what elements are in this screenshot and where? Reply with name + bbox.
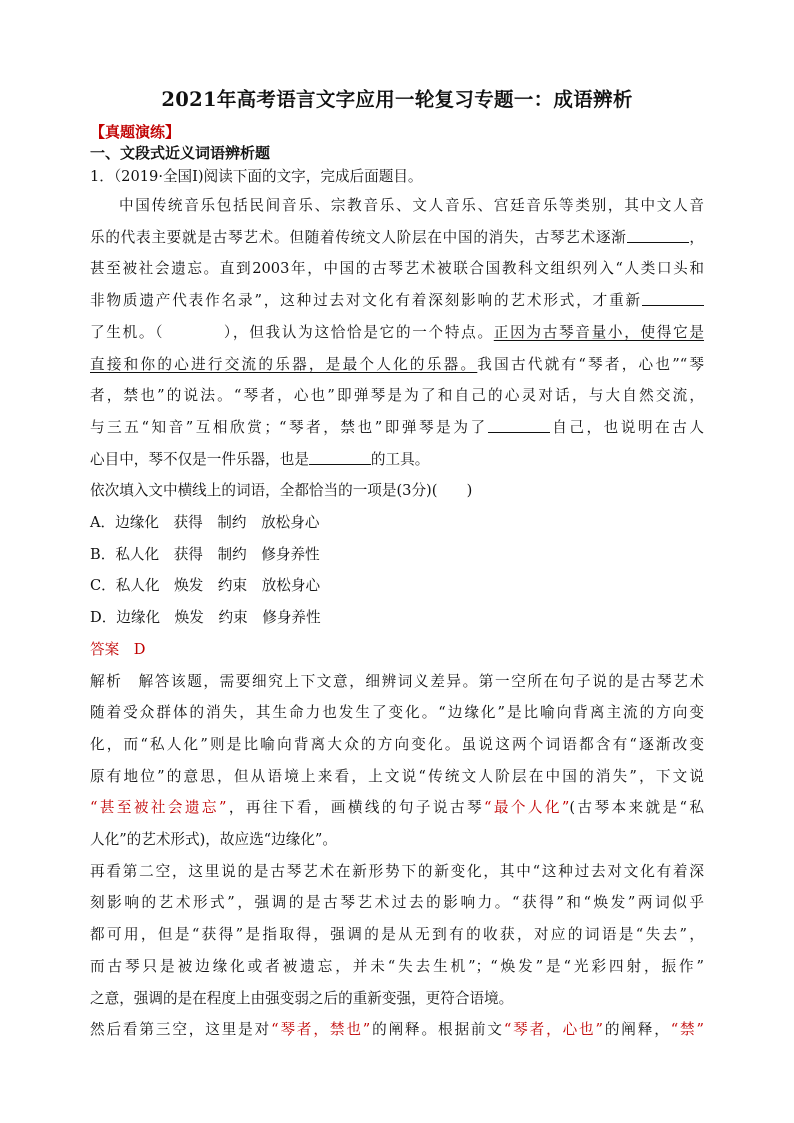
question-header: 1．（2019·全国Ⅰ)阅读下面的文字，完成后面题目。	[90, 168, 423, 185]
passage-line: 者，禁也”的说法。“琴者，心也”即弹琴是为了和自己的心灵对话，与大自然交流，	[90, 387, 704, 405]
passage-line: 非物质遗产代表作名录”，这种过去对文化有着深刻影响的艺术形式，才重新	[90, 285, 704, 317]
analysis-line: 原有地位”的意思，但从语境上来看，上文说“传统文人阶层在中国的消失”，下文说	[90, 767, 704, 785]
blank-2	[642, 290, 704, 306]
option-a: A．边缘化 获得 制约 放松身心	[90, 514, 320, 532]
analysis-line: 解析 解答该题，需要细究上下文意，细辨词义差异。第一空所在句子说的是古琴艺术	[90, 672, 704, 690]
section-heading: 一、文段式近义词语辨析题	[90, 144, 271, 162]
analysis-line: “甚至被社会遗忘”，再往下看，画横线的句子说古琴“最个人化”(古琴本来就是“私	[90, 799, 704, 817]
analysis-line: 之意，强调的是在程度上由强变弱之后的重新变强，更符合语境。	[90, 989, 514, 1007]
question-prompt: 依次填入文中横线上的词语，全都恰当的一项是(3分)( )	[90, 482, 473, 500]
document-page	[90, 84, 704, 1046]
analysis-line: 随着受众群体的消失，其生命力也发生了变化。“边缘化”是比喻向背离主流的方向变	[90, 704, 704, 722]
passage-line: 与三五“知音”互相欣赏；“琴者，禁也”即弹琴是为了 自己，也说明在古人	[90, 418, 704, 436]
analysis-line: 再看第二空，这里说的是古琴艺术在新形势下的新变化，其中“这种过去对文化有着深	[90, 862, 704, 880]
passage-line: 甚至被社会遗忘。直到2003年，中国的古琴艺术被联合国教科文组织列入“人类口头和	[90, 260, 704, 278]
analysis-line: 化，而“私人化”则是比喻向背离大众的方向变化。虽说这两个词语都含有“逐渐改变	[90, 735, 704, 753]
passage-line: 乐的代表主要就是古琴艺术。但随着传统文人阶层在中国的消失，古琴艺术逐渐 ，	[90, 228, 704, 246]
option-d: D．边缘化 焕发 约束 修身养性	[90, 609, 321, 627]
page-title: 2021年高考语言文字应用一轮复习专题一：成语辨析	[161, 88, 633, 111]
answer-line: 答案 D	[90, 640, 146, 658]
analysis-line: 都可用，但是“获得”是指取得，强调的是从无到有的收获，对应的词语是“失去”，	[90, 926, 704, 944]
analysis-line: 而古琴只是被边缘化或者被遗忘，并未“失去生机”；“焕发”是“光彩四射，振作”	[90, 957, 704, 975]
option-b: B．私人化 获得 制约 修身养性	[90, 545, 320, 563]
blank-4	[309, 449, 371, 465]
passage-line: 了生机。（ ），但我认为这恰恰是它的一个特点。正因为古琴音量小，使得它是	[90, 323, 705, 341]
underlined-sentence: 正因为古琴音量小，使得它是	[493, 323, 705, 341]
section-tag: 【真题演练】	[90, 123, 181, 141]
analysis-line: 刻影响的艺术形式”，强调的是古琴艺术过去的影响力。“获得”和“焕发”两词似乎	[90, 894, 704, 912]
analysis-line: 然后看第三空，这里是对“琴者，禁也”的阐释。根据前文“琴者，心也”的阐释，“禁”	[90, 1021, 704, 1039]
passage-line: 心目中，琴不仅是一件乐器，也是 的工具。	[90, 450, 430, 468]
analysis-line: 人化”的艺术形式)，故应选“边缘化”。	[90, 831, 337, 849]
passage-line: 直接和你的心进行交流的乐器，是最个人化的乐器。我国古代就有“琴者，心也”“琴	[90, 355, 704, 373]
underlined-sentence: 直接和你的心进行交流的乐器，是最个人化的乐器。	[90, 355, 478, 373]
passage-line: 中国传统音乐包括民间音乐、宗教音乐、文人音乐、宫廷音乐等类别，其中文人音	[119, 197, 704, 214]
blank-1	[627, 227, 689, 243]
option-c: C．私人化 焕发 约束 放松身心	[90, 577, 321, 595]
blank-3	[488, 417, 550, 433]
